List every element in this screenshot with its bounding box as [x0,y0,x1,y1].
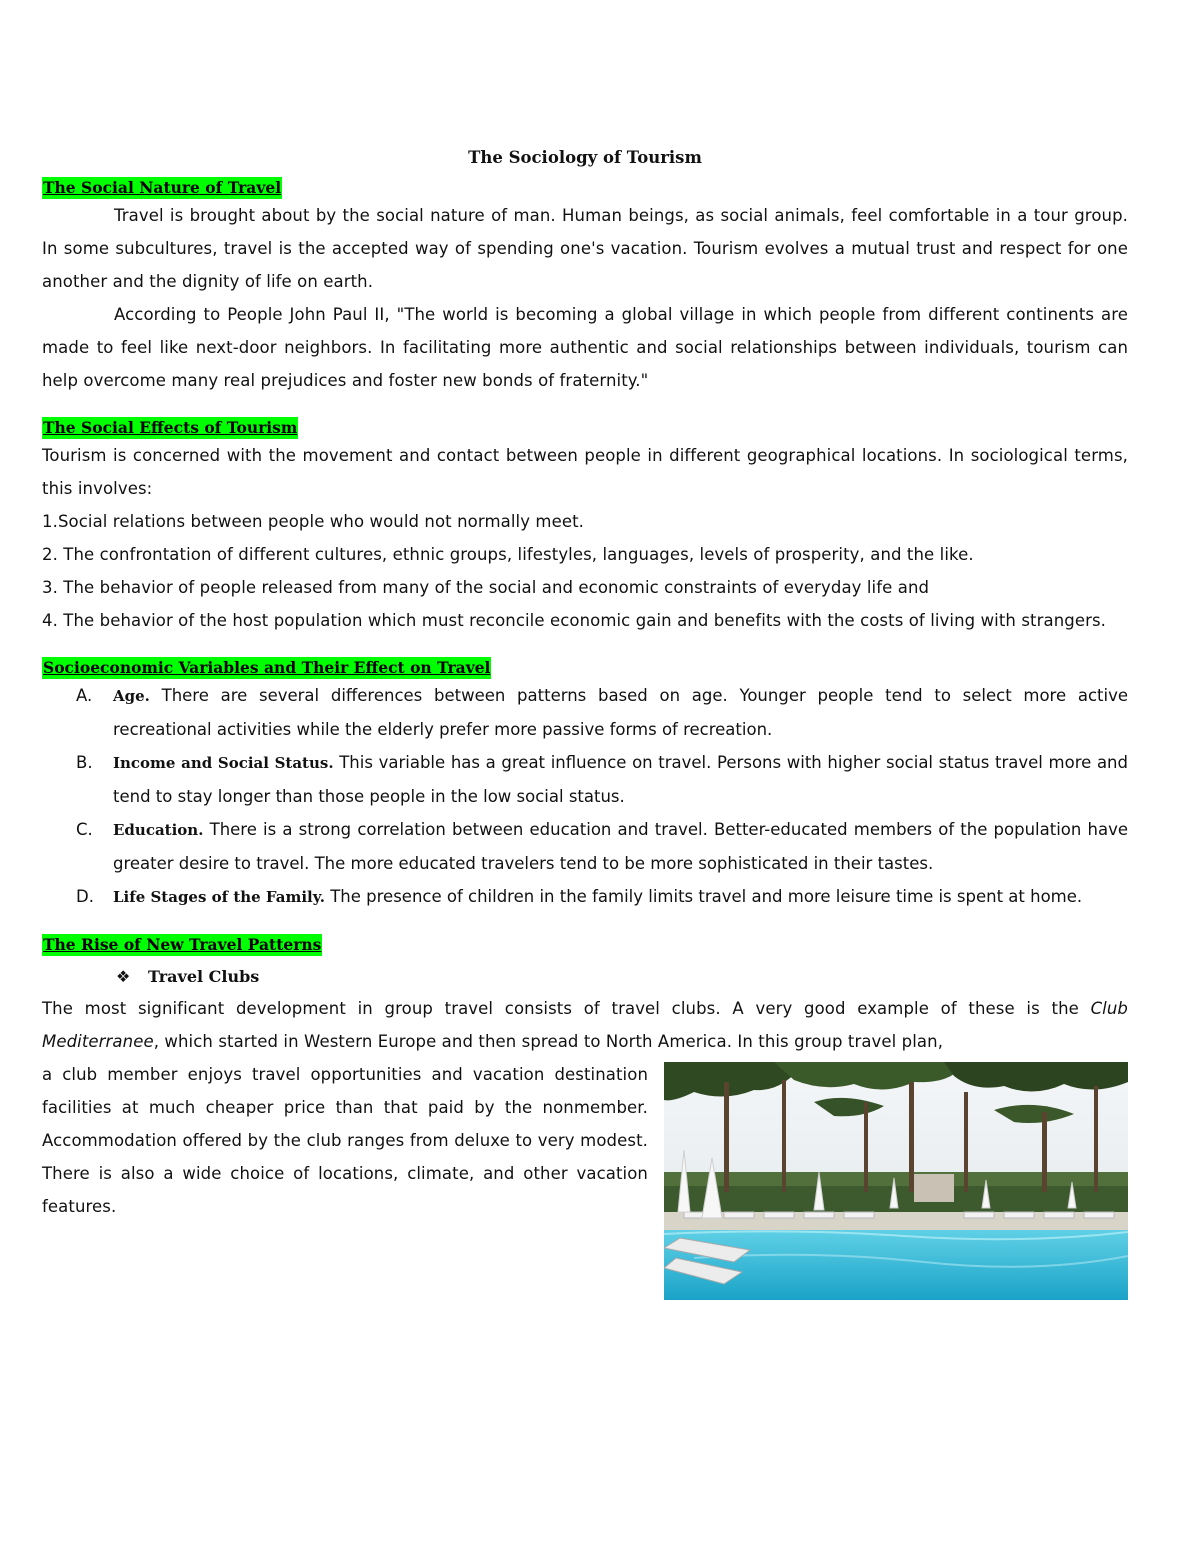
list-term: Income and Social Status. [113,754,334,772]
list-item: 4. The behavior of the host population which must reconcile economic gain and benefits with the costs of living with strangers. [42,611,1107,630]
section-heading: The Rise of New Travel Patterns [43,935,322,954]
paragraph: a club member enjoys travel opportunities and vacation destination facilities at much cheaper price than that paid by the nonmember. Accommodation offered by the club ranges from deluxe to very modest. There is also a wide choice of locations, climate, and other vacation features. [42,1065,648,1216]
list-letter: C. [76,820,93,839]
paragraph [42,992,1128,1058]
variables-list [42,679,1128,914]
list-term: Age. [113,687,150,705]
diamond-bullet-icon: ❖ [116,967,131,986]
section-heading: Socioeconomic Variables and Their Effect on Travel [43,658,491,677]
list-term: Education. [113,821,204,839]
section-social-effects [42,417,1128,439]
section-heading: The Social Effects of Tourism [43,418,298,437]
list-item [42,746,1128,813]
bullet-title: Travel Clubs [148,967,260,986]
paragraph: Tourism is concerned with the movement and contact between people in different geographical locations. In sociological terms, this involves: [42,446,1128,498]
list-text: This variable has a great influence on travel. Persons with higher social status travel more and tend to stay longer than those people in the low social status. [113,753,1128,806]
paragraph-text: , which started in Western Europe and then spread to North America. In this group travel plan, [153,1032,944,1051]
section-new-travel-patterns [42,934,1128,956]
list-item: 1.Social relations between people who would not normally meet. [42,512,584,531]
section-socioeconomic [42,657,1128,679]
document-body [42,148,1128,1223]
resort-pool-photo [664,1062,1128,1300]
list-term: Life Stages of the Family. [113,888,325,906]
list-item: 2. The confrontation of different cultures, ethnic groups, lifestyles, languages, levels of prosperity, and the like. [42,545,974,564]
club-name: Club Mediterranee [42,999,1128,1051]
list-text: There are several differences between patterns based on age. Younger people tend to select more active recreational activities while the elderly prefer more passive forms of recreation. [113,686,1128,739]
list-item [42,679,1128,746]
list-text: There is a strong correlation between education and travel. Better-educated members of the population have greater desire to travel. The more educated travelers tend to be more sophisticated in their tastes. [113,820,1128,873]
section-heading: The Social Nature of Travel [43,178,282,197]
pool-illustration [664,1062,1128,1300]
paragraph: Travel is brought about by the social nature of man. Human beings, as social animals, feel comfortable in a tour group. In some subcultures, travel is the accepted way of spending one's vacation. Tourism evolves a mutual trust and respect for one another and the dignity of life on earth. [42,206,1128,291]
list-item [42,880,1128,914]
paragraph: According to People John Paul II, "The world is becoming a global village in which people from different continents are made to feel like next-door neighbors. In facilitating more authentic and social relationships between individuals, tourism can help overcome many real prejudices and foster new bonds of fraternity." [42,305,1128,390]
list-item: 3. The behavior of people released from many of the social and economic constraints of everyday life and [42,578,930,597]
section-social-nature [42,177,1128,199]
list-letter: A. [76,686,93,705]
list-letter: B. [76,753,93,772]
list-letter: D. [76,887,94,906]
document-title: The Sociology of Tourism [468,148,702,167]
paragraph-text: The most significant development in group travel consists of travel clubs. A very good example of these is the [42,999,1091,1018]
bullet-item [42,962,1128,992]
list-text: The presence of children in the family limits travel and more leisure time is spent at home. [324,887,1083,906]
list-item [42,813,1128,880]
text-with-photo [42,1058,1128,1223]
